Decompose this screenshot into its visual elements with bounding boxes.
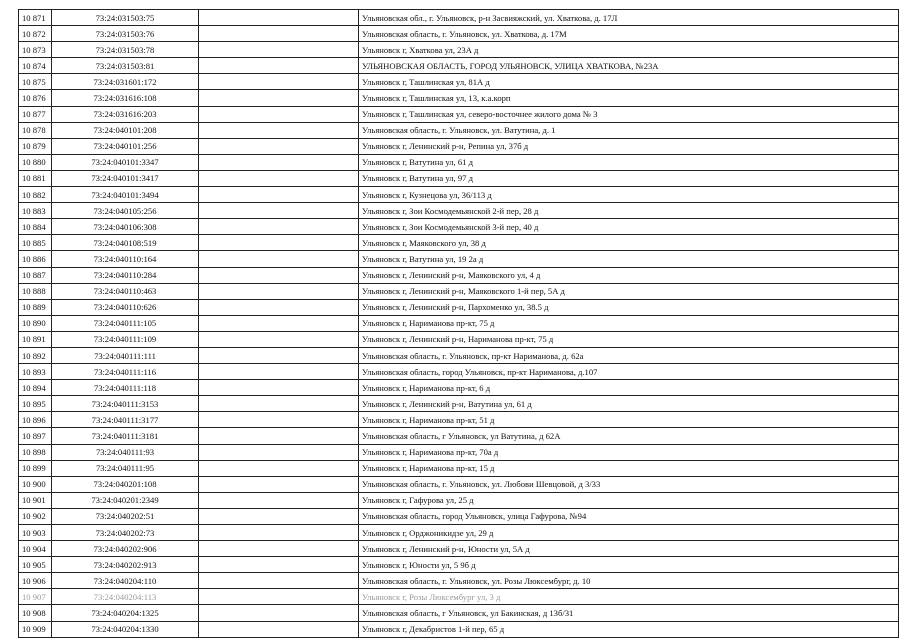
cadastral-number-cell: 73:24:040204:110 [52,573,199,589]
empty-cell [199,364,359,380]
cadastral-number-cell: 73:24:040202:73 [52,525,199,541]
empty-cell [199,347,359,363]
empty-cell [199,154,359,170]
table-row [19,122,899,138]
address-cell: Ульяновск г, Ленинский р-н, Репина ул, 37б д [359,138,899,154]
cadastral-number-cell: 73:24:031503:81 [52,58,199,74]
empty-cell [199,573,359,589]
row-number-cell: 10 894 [19,380,52,396]
table-row [19,267,899,283]
address-cell: Ульяновск г, Гафурова ул, 25 д [359,492,899,508]
empty-cell [199,187,359,203]
empty-cell [199,508,359,524]
table-row [19,106,899,122]
empty-cell [199,589,359,605]
cadastral-number-cell: 73:24:040101:3494 [52,187,199,203]
row-number-cell: 10 891 [19,331,52,347]
cadastral-number-cell: 73:24:040111:109 [52,331,199,347]
address-cell: Ульяновская область, г. Ульяновск, ул. Любови Шевцовой, д 3/33 [359,476,899,492]
address-cell: Ульяновск г, Нариманова пр-кт, 6 д [359,380,899,396]
table-row [19,573,899,589]
empty-cell [199,203,359,219]
cadastral-number-cell: 73:24:040111:93 [52,444,199,460]
empty-cell [199,26,359,42]
table-row [19,170,899,186]
cadastral-number-cell: 73:24:031616:108 [52,90,199,106]
empty-cell [199,541,359,557]
cadastral-number-cell: 73:24:040101:208 [52,122,199,138]
row-number-cell: 10 884 [19,219,52,235]
table-row [19,396,899,412]
address-cell: Ульяновск г, Ватутина ул, 61 д [359,154,899,170]
cadastral-number-cell: 73:24:040202:913 [52,557,199,573]
empty-cell [199,315,359,331]
empty-cell [199,219,359,235]
address-cell: Ульяновск г, Ленинский р-н, Юности ул, 5А д [359,541,899,557]
table-row [19,541,899,557]
row-number-cell: 10 888 [19,283,52,299]
cadastral-number-cell: 73:24:040204:1325 [52,605,199,621]
table-row [19,138,899,154]
table-row [19,605,899,621]
row-number-cell: 10 899 [19,460,52,476]
empty-cell [199,299,359,315]
row-number-cell: 10 875 [19,74,52,90]
table-row [19,331,899,347]
table-row [19,235,899,251]
address-cell: Ульяновск г, Ташлинская ул, северо-восточнее жилого дома № 3 [359,106,899,122]
empty-cell [199,380,359,396]
address-cell: Ульяновская область, город Ульяновск, улица Гафурова, №94 [359,508,899,524]
empty-cell [199,492,359,508]
empty-cell [199,251,359,267]
cadastral-number-cell: 73:24:040111:105 [52,315,199,331]
address-cell: Ульяновск г, Ленинский р-н, Маяковского 1-й пер, 5А д [359,283,899,299]
row-number-cell: 10 904 [19,541,52,557]
cadastral-number-cell: 73:24:040201:2349 [52,492,199,508]
cadastral-number-cell: 73:24:040101:3347 [52,154,199,170]
row-number-cell: 10 895 [19,396,52,412]
table-row [19,219,899,235]
row-number-cell: 10 903 [19,525,52,541]
cadastral-number-cell: 73:24:040101:3417 [52,170,199,186]
empty-cell [199,106,359,122]
row-number-cell: 10 901 [19,492,52,508]
row-number-cell: 10 900 [19,476,52,492]
cadastral-number-cell: 73:24:040105:256 [52,203,199,219]
address-cell: Ульяновская область, город Ульяновск, пр-кт Нариманова, д.107 [359,364,899,380]
address-cell: Ульяновск г, Ватутина ул, 97 д [359,170,899,186]
row-number-cell: 10 909 [19,621,52,637]
table-row [19,557,899,573]
cadastral-number-cell: 73:24:040106:308 [52,219,199,235]
cadastral-number-cell: 73:24:031601:172 [52,74,199,90]
table-row [19,525,899,541]
address-cell: Ульяновская область, г Ульяновск, ул Ватутина, д 62А [359,428,899,444]
cadastral-number-cell: 73:24:040110:164 [52,251,199,267]
row-number-cell: 10 877 [19,106,52,122]
cadastral-number-cell: 73:24:040204:113 [52,589,199,605]
empty-cell [199,235,359,251]
row-number-cell: 10 905 [19,557,52,573]
address-cell: Ульяновск г, Зои Космодемьянской 2-й пер, 28 д [359,203,899,219]
table-row [19,476,899,492]
row-number-cell: 10 886 [19,251,52,267]
empty-cell [199,90,359,106]
table-row [19,283,899,299]
row-number-cell: 10 879 [19,138,52,154]
address-cell: Ульяновск г, Ленинский р-н, Нариманова пр-кт, 75 д [359,331,899,347]
row-number-cell: 10 880 [19,154,52,170]
cadastral-number-cell: 73:24:031503:76 [52,26,199,42]
address-cell: Ульяновск г, Розы Люксембург ул, 3 д [359,589,899,605]
empty-cell [199,170,359,186]
empty-cell [199,10,359,26]
address-cell: Ульяновская область, г. Ульяновск, ул. Розы Люксембург, д. 10 [359,573,899,589]
cadastral-number-cell: 73:24:040201:108 [52,476,199,492]
row-number-cell: 10 902 [19,508,52,524]
address-cell: Ульяновск г, Ватутина ул, 19 2а д [359,251,899,267]
address-cell: Ульяновск г, Ташлинская ул, 81А д [359,74,899,90]
cadastral-number-cell: 73:24:040101:256 [52,138,199,154]
row-number-cell: 10 897 [19,428,52,444]
address-cell: Ульяновск г, Зои Космодемьянской 3-й пер, 40 д [359,219,899,235]
row-number-cell: 10 892 [19,347,52,363]
table-row [19,74,899,90]
address-cell: Ульяновск г, Нариманова пр-кт, 70а д [359,444,899,460]
cadastral-number-cell: 73:24:031503:78 [52,42,199,58]
address-cell: Ульяновск г, Нариманова пр-кт, 15 д [359,460,899,476]
table-row [19,347,899,363]
row-number-cell: 10 882 [19,187,52,203]
table-row [19,621,899,637]
empty-cell [199,42,359,58]
address-cell: Ульяновск г, Ленинский р-н, Маяковского ул, 4 д [359,267,899,283]
empty-cell [199,605,359,621]
address-cell: Ульяновск г, Кузнецова ул, 36/113 д [359,187,899,203]
row-number-cell: 10 872 [19,26,52,42]
table-row [19,380,899,396]
table-row [19,299,899,315]
table-row [19,492,899,508]
address-cell: Ульяновск г, Ленинский р-н, Пархоменко ул, 38.5 д [359,299,899,315]
row-number-cell: 10 896 [19,412,52,428]
empty-cell [199,74,359,90]
address-cell: Ульяновская область, г. Ульяновск, ул. Ватутина, д. 1 [359,122,899,138]
cadastral-number-cell: 73:24:040202:51 [52,508,199,524]
cadastral-number-cell: 73:24:040111:95 [52,460,199,476]
cadastral-number-cell: 73:24:031503:75 [52,10,199,26]
table-row [19,364,899,380]
row-number-cell: 10 906 [19,573,52,589]
row-number-cell: 10 876 [19,90,52,106]
row-number-cell: 10 907 [19,589,52,605]
empty-cell [199,58,359,74]
cadastral-number-cell: 73:24:040204:1330 [52,621,199,637]
address-cell: Ульяновская область, г Ульяновск, ул Бакинская, д 13б/31 [359,605,899,621]
empty-cell [199,460,359,476]
address-cell: Ульяновская область, г. Ульяновск, пр-кт Нариманова, д. 62а [359,347,899,363]
address-cell: Ульяновская область, г. Ульяновск, ул. Хваткова, д. 17М [359,26,899,42]
empty-cell [199,138,359,154]
empty-cell [199,444,359,460]
row-number-cell: 10 889 [19,299,52,315]
table-row [19,589,899,605]
address-table [18,9,899,638]
document-page [18,9,898,638]
row-number-cell: 10 885 [19,235,52,251]
row-number-cell: 10 893 [19,364,52,380]
table-row [19,90,899,106]
row-number-cell: 10 887 [19,267,52,283]
table-row [19,10,899,26]
address-cell: Ульяновск г, Нариманова пр-кт, 51 д [359,412,899,428]
cadastral-number-cell: 73:24:040111:3177 [52,412,199,428]
row-number-cell: 10 874 [19,58,52,74]
address-cell: Ульяновск г, Хваткова ул, 23А д [359,42,899,58]
address-cell: Ульяновск г, Ленинский р-н, Ватутина ул, 61 д [359,396,899,412]
empty-cell [199,122,359,138]
cadastral-number-cell: 73:24:031616:203 [52,106,199,122]
empty-cell [199,525,359,541]
row-number-cell: 10 883 [19,203,52,219]
row-number-cell: 10 908 [19,605,52,621]
cadastral-number-cell: 73:24:040111:118 [52,380,199,396]
table-row [19,428,899,444]
table-row [19,26,899,42]
address-cell: Ульяновск г, Маяковского ул, 38 д [359,235,899,251]
address-cell: Ульяновск г, Декабристов 1-й пер, 65 д [359,621,899,637]
table-row [19,154,899,170]
empty-cell [199,621,359,637]
row-number-cell: 10 871 [19,10,52,26]
empty-cell [199,557,359,573]
empty-cell [199,476,359,492]
empty-cell [199,331,359,347]
address-cell: Ульяновская обл., г. Ульяновск, р-н Засвияжский, ул. Хваткова, д. 17Л [359,10,899,26]
cadastral-number-cell: 73:24:040110:626 [52,299,199,315]
table-row [19,251,899,267]
address-cell: Ульяновск г, Нариманова пр-кт, 75 д [359,315,899,331]
row-number-cell: 10 873 [19,42,52,58]
cadastral-number-cell: 73:24:040108:519 [52,235,199,251]
cadastral-number-cell: 73:24:040110:463 [52,283,199,299]
row-number-cell: 10 878 [19,122,52,138]
table-row [19,412,899,428]
cadastral-number-cell: 73:24:040111:3181 [52,428,199,444]
table-row [19,315,899,331]
cadastral-number-cell: 73:24:040202:906 [52,541,199,557]
table-row [19,58,899,74]
table-row [19,42,899,58]
cadastral-number-cell: 73:24:040111:111 [52,347,199,363]
empty-cell [199,428,359,444]
row-number-cell: 10 890 [19,315,52,331]
address-cell: Ульяновск г, Юности ул, 5 9б д [359,557,899,573]
empty-cell [199,412,359,428]
address-cell: УЛЬЯНОВСКАЯ ОБЛАСТЬ, ГОРОД УЛЬЯНОВСК, УЛИЦА ХВАТКОВА, №23А [359,58,899,74]
table-row [19,203,899,219]
empty-cell [199,283,359,299]
table-row [19,444,899,460]
address-cell: Ульяновск г, Ташлинская ул, 13, к.а.корп [359,90,899,106]
empty-cell [199,267,359,283]
empty-cell [199,396,359,412]
table-body [19,10,899,638]
row-number-cell: 10 898 [19,444,52,460]
table-row [19,187,899,203]
cadastral-number-cell: 73:24:040110:284 [52,267,199,283]
table-row [19,460,899,476]
cadastral-number-cell: 73:24:040111:116 [52,364,199,380]
row-number-cell: 10 881 [19,170,52,186]
cadastral-number-cell: 73:24:040111:3153 [52,396,199,412]
table-row [19,508,899,524]
address-cell: Ульяновск г, Орджоникидзе ул, 29 д [359,525,899,541]
